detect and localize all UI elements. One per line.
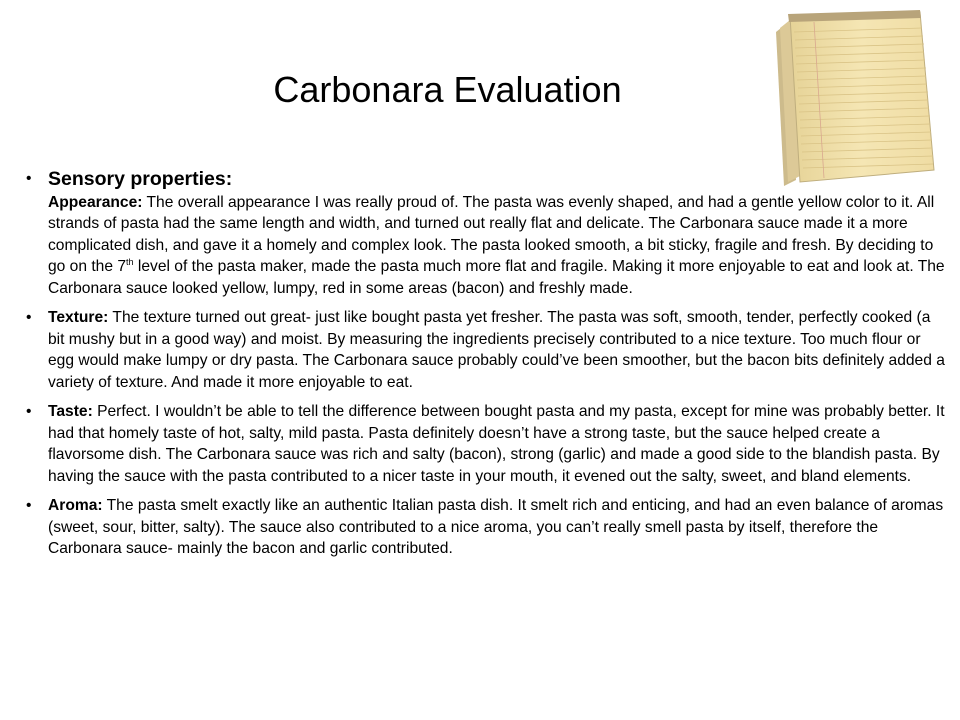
appearance-text-continued: level of the pasta maker, made the pasta much more flat and fragile. Making it more enjoyable to eat and look at. The Carbonara sauce looked yellow, lumpy, red in some areas (bacon) and freshly made. [48, 258, 945, 297]
bullet-dot: • [26, 309, 32, 326]
taste-label: Taste: [48, 403, 93, 420]
taste-text: Perfect. I wouldn’t be able to tell the difference between bought pasta and my pasta, except for mine was probably better. It had that homely taste of hot, salty, mild pasta. Pasta definitely doesn’t have a strong taste, but the sauce helped create a flavorsome dish. The Carbonara sauce was rich and salty (bacon), strong (garlic) and made a good side to the blandish pasta. By having the sauce with the pasta contributed to a nicer taste in your mouth, it evened out the salty, sweet, and bland elements. [48, 403, 945, 485]
bullet-dot: • [26, 170, 32, 187]
aroma-label: Aroma: [48, 497, 103, 514]
slide-title: Carbonara Evaluation [273, 69, 622, 110]
bullet-taste [26, 401, 946, 487]
appearance-label: Appearance: [48, 193, 143, 211]
bullet-sensory-appearance [26, 168, 946, 299]
appearance-ordinal-suffix: th [126, 256, 134, 267]
aroma-text: The pasta smelt exactly like an authentic Italian pasta dish. It smelt rich and enticing, and had an even balance of aromas (sweet, sour, bitter, salty). The sauce also contributed to a nice aroma, you can’t really smell pasta by itself, therefore the Carbonara sauce- mainly the bacon and garlic contributed. [48, 497, 944, 557]
bullet-aroma [26, 495, 946, 560]
bullet-texture [26, 307, 946, 393]
appearance-text: The overall appearance I was really proud of. The pasta was evenly shaped, and had a gentle yellow color to it. All strands of pasta had the same length and width, and turned out really flat and delicate. The Carbonara sauce made it a more complicated dish, and gave it a homely and complex look. The pasta looked smooth, a bit sticky, fragile and fresh. By deciding to go on the 7 [48, 193, 935, 275]
sensory-heading: Sensory properties: [48, 168, 233, 190]
bullet-dot: • [26, 403, 32, 420]
texture-text: The texture turned out great- just like bought pasta yet fresher. The pasta was soft, smooth, tender, perfectly cooked (a bit mushy but in a good way) and moist. By measuring the ingredients precisely contributed to a nice texture. Too much flour or egg would make lumpy or dry pasta. The Carbonara sauce probably could’ve been smoother, but the bacon bits definitely added a variety of texture. And made it more enjoyable to eat. [48, 309, 945, 391]
evaluation-list [26, 168, 946, 568]
notepad-icon [770, 10, 940, 188]
bullet-dot: • [26, 497, 32, 514]
texture-label: Texture: [48, 309, 109, 326]
